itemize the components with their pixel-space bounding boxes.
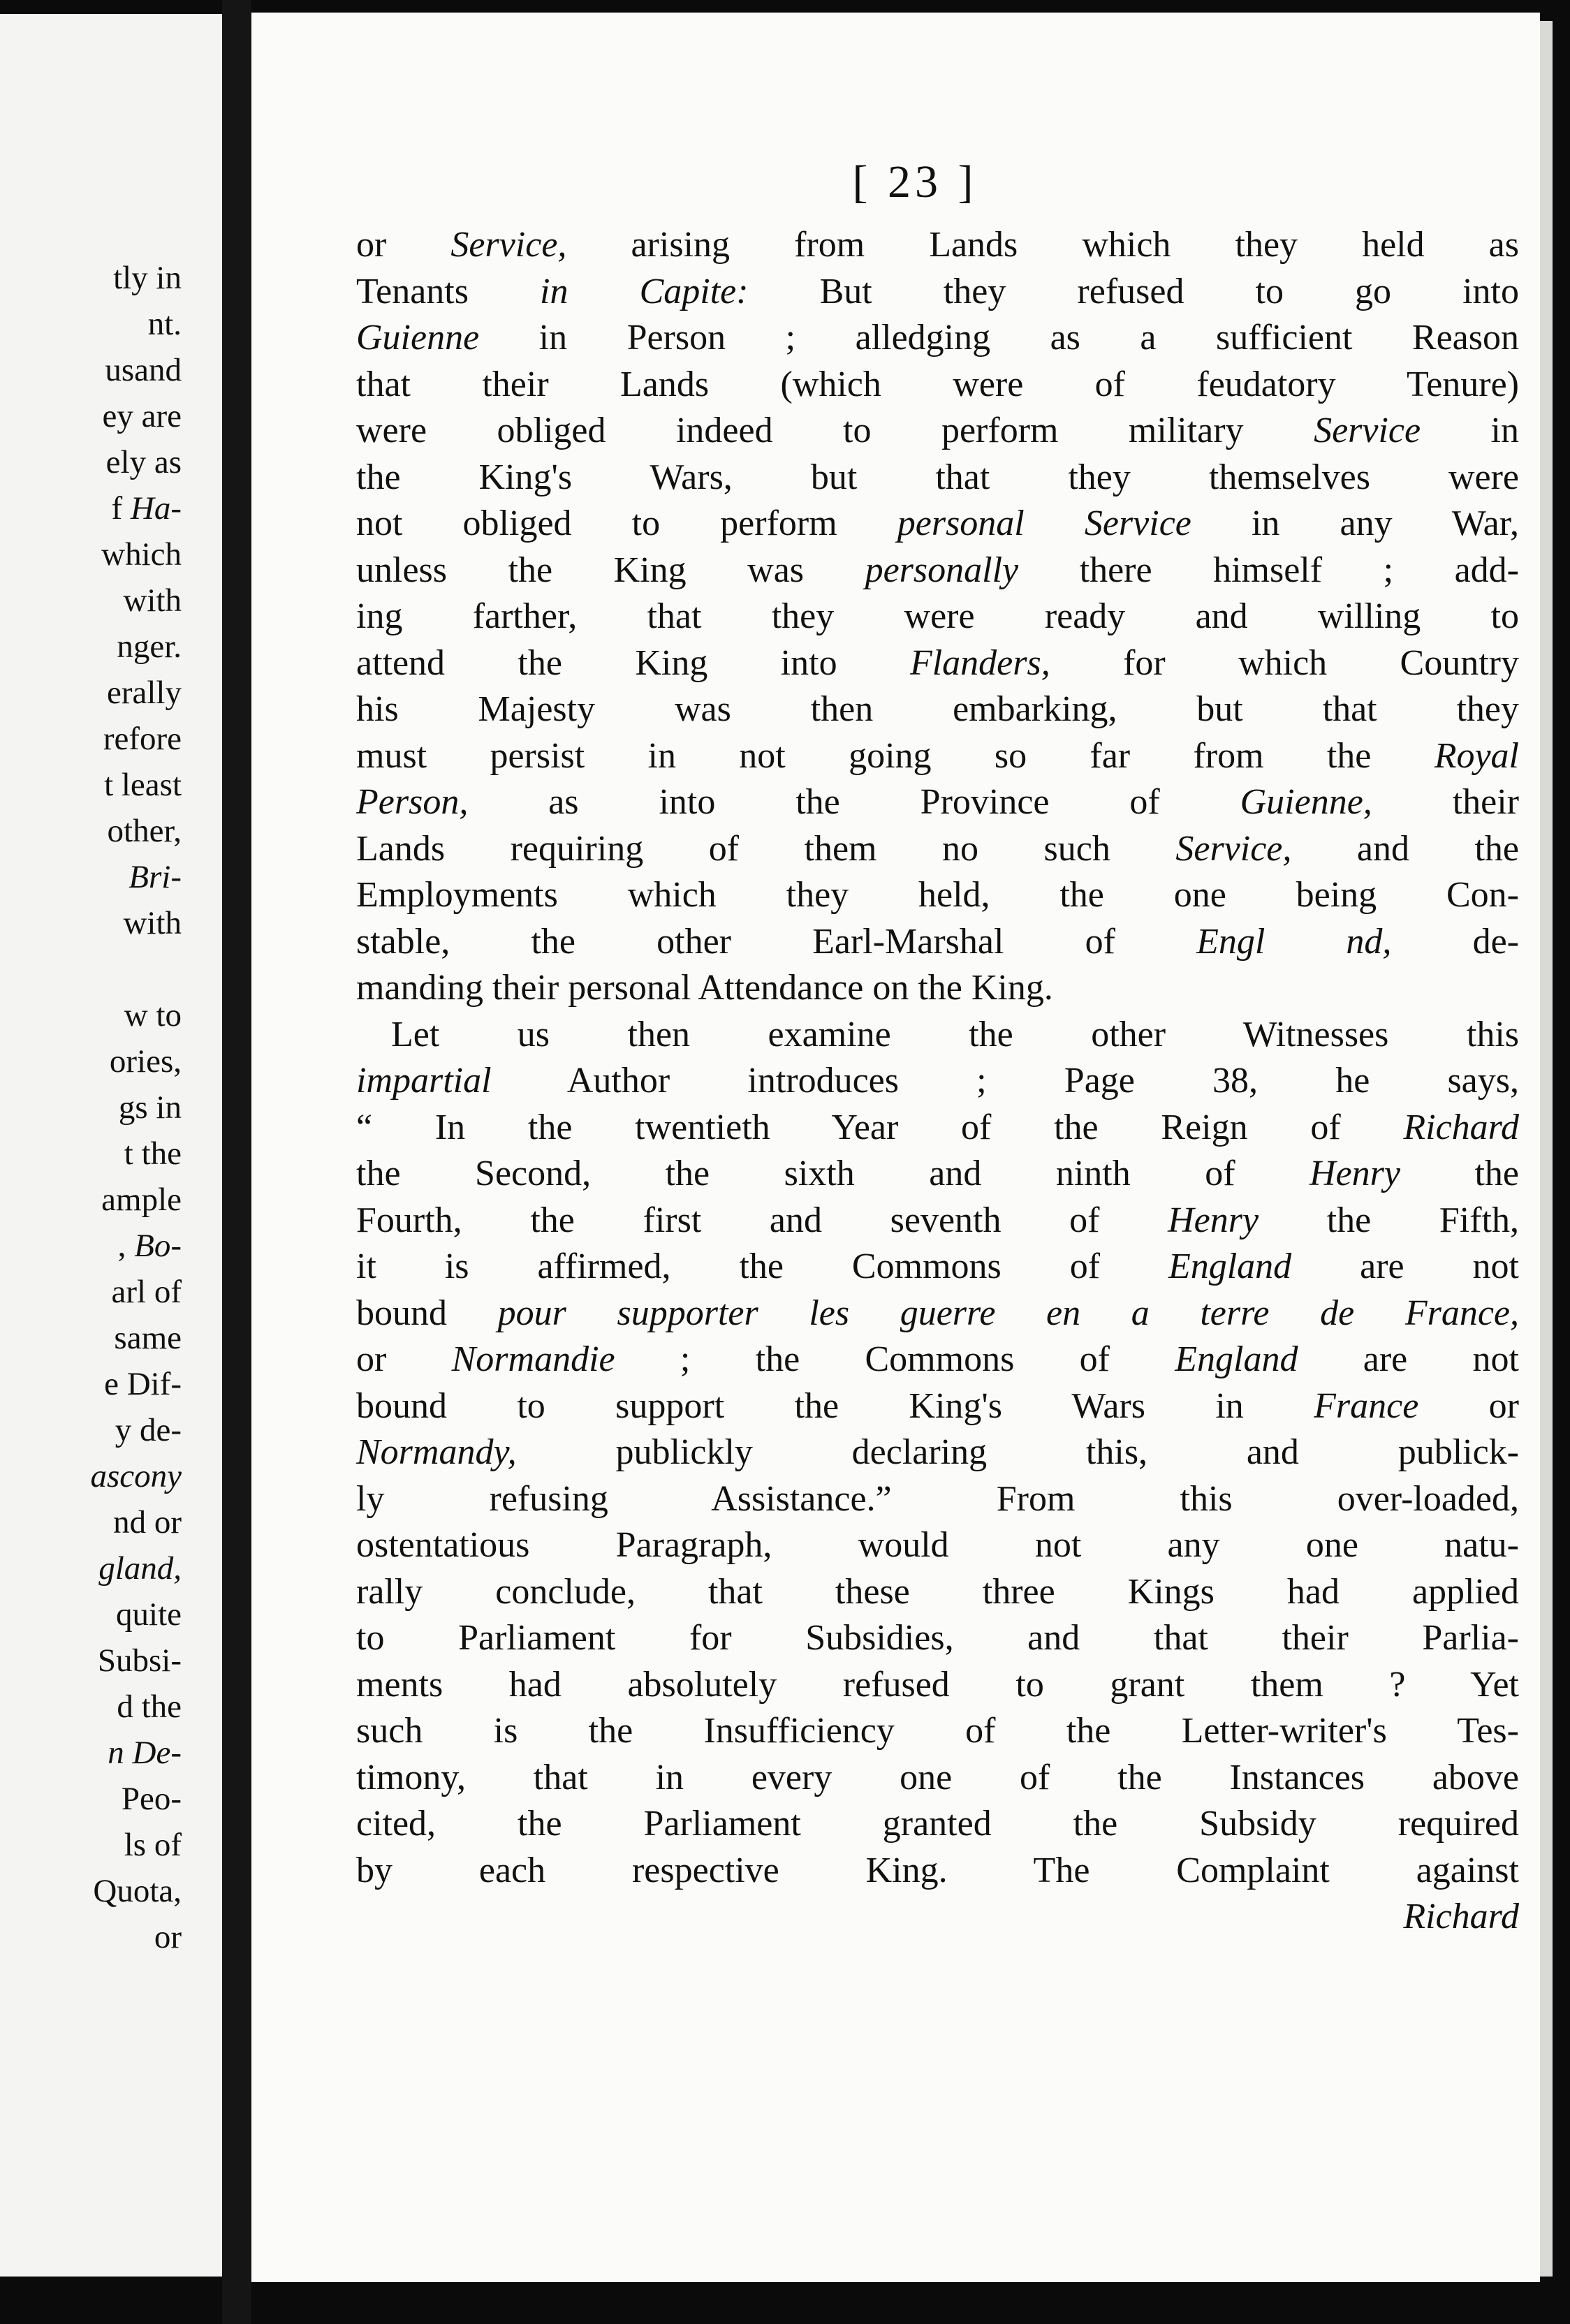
text-segment: e Dif- <box>104 1366 182 1402</box>
text-line <box>356 501 1519 547</box>
text-line <box>356 1012 1519 1059</box>
text-line <box>356 1476 1519 1523</box>
text-segment: as into the Province of <box>468 782 1240 822</box>
text-segment: Let us then examine the other Witnesses this <box>391 1014 1519 1054</box>
text-segment: erally <box>107 675 182 711</box>
text-segment: ments had absolutely refused to grant them ? Yet <box>356 1664 1519 1705</box>
text-segment: quite <box>116 1596 182 1633</box>
text-segment: ories, <box>109 1043 182 1080</box>
right-page <box>251 13 1540 2282</box>
text-segment: “ In the twentieth Year of the Reign of <box>356 1107 1404 1147</box>
text-line <box>356 1244 1519 1290</box>
text-segment: the <box>1400 1154 1519 1193</box>
text-segment: stable, the other Earl-Marshal of <box>356 921 1197 962</box>
italic-text: impartial <box>356 1061 492 1101</box>
text-segment: or <box>1418 1385 1519 1426</box>
italic-text: Guienne, <box>1240 782 1372 822</box>
text-segment: the Fifth, <box>1259 1200 1519 1240</box>
italic-text: Service, <box>1175 828 1292 869</box>
text-segment: t the <box>124 1135 182 1172</box>
text-line <box>356 640 1519 687</box>
text-segment: unless the King was <box>356 550 865 590</box>
text-segment: manding their personal Attendance on the King. <box>356 968 1053 1008</box>
left-text-line <box>90 624 182 670</box>
italic-text: n De- <box>108 1735 182 1771</box>
text-segment: bound to support the King's Wars in <box>356 1385 1314 1426</box>
text-line <box>356 965 1519 1012</box>
text-segment: and the <box>1291 828 1520 869</box>
text-segment: Employments which they held, the one being Con- <box>356 875 1519 915</box>
text-line <box>356 1615 1519 1662</box>
left-text-line <box>90 578 182 624</box>
text-line <box>356 1151 1519 1198</box>
text-segment: Fourth, the first and seventh of <box>356 1200 1168 1240</box>
text-segment: f <box>111 490 131 527</box>
text-segment: w to <box>124 997 182 1034</box>
italic-text: Henry <box>1309 1154 1400 1193</box>
left-text-line <box>90 1131 182 1177</box>
text-line <box>356 733 1519 780</box>
left-text-line <box>90 485 182 531</box>
text-segment: gs in <box>118 1089 182 1126</box>
text-segment: the Second, the sixth and ninth of <box>356 1154 1310 1193</box>
italic-text: gland, <box>98 1550 182 1587</box>
italic-text: personally <box>865 550 1019 590</box>
book-gutter <box>222 0 251 2324</box>
text-segment: in <box>1421 411 1520 450</box>
text-segment: by each respective King. The Complaint against <box>356 1850 1519 1890</box>
text-segment: in any War, <box>1191 503 1519 543</box>
left-text-line <box>90 1822 182 1868</box>
text-segment: nd or <box>113 1504 182 1540</box>
italic-text: Guienne <box>356 318 480 358</box>
text-line <box>356 872 1519 919</box>
left-text-line <box>90 1223 182 1269</box>
text-segment: ing farther, that they were ready and willing to <box>356 596 1519 636</box>
text-segment: with <box>123 582 182 619</box>
text-segment: such is the Insufficiency of the Letter-writer's Tes- <box>356 1711 1519 1751</box>
text-segment: tly in <box>113 260 182 296</box>
text-line <box>356 594 1519 640</box>
italic-text: Engl nd, <box>1196 921 1392 962</box>
italic-text: Richard <box>1403 1107 1519 1147</box>
text-segment: or <box>356 225 451 265</box>
italic-text: Bri- <box>129 859 182 895</box>
italic-text: ascony <box>90 1458 182 1494</box>
left-text-line <box>90 1914 182 1960</box>
left-text-line <box>90 900 182 946</box>
page-edge <box>1540 21 1553 2277</box>
text-segment: are not <box>1298 1339 1519 1379</box>
left-text-line <box>90 1868 182 1914</box>
italic-text: in Capite: <box>540 271 749 311</box>
left-text-line <box>90 1407 182 1453</box>
text-segment: timony, that in every one of the Instances above <box>356 1757 1519 1797</box>
text-line <box>356 919 1519 966</box>
left-text-line <box>90 670 182 716</box>
text-segment: with <box>123 905 182 941</box>
text-segment: in Person ; alledging as a sufficient Reason <box>479 318 1519 358</box>
left-text-line <box>90 1038 182 1084</box>
text-segment: nt. <box>147 306 182 342</box>
text-segment: rally conclude, that these three Kings had applied <box>356 1571 1519 1612</box>
text-line <box>356 1569 1519 1616</box>
italic-text: Person, <box>356 782 469 822</box>
text-segment: usand <box>105 352 182 388</box>
text-segment: or <box>154 1919 182 1955</box>
text-segment: Quota, <box>93 1873 182 1909</box>
text-line <box>356 547 1519 594</box>
text-segment: it is affirmed, the Commons of <box>356 1246 1168 1286</box>
text-segment: ely as <box>105 444 182 480</box>
left-text-line <box>90 854 182 900</box>
italic-text: Service <box>1314 411 1421 450</box>
left-text-line <box>90 439 182 485</box>
text-line <box>356 1708 1519 1755</box>
left-text-line <box>90 1591 182 1638</box>
italic-text: Normandie <box>451 1339 615 1379</box>
italic-text: personal Service <box>897 503 1191 543</box>
italic-text: England <box>1175 1339 1298 1379</box>
text-line <box>356 826 1519 873</box>
text-segment: de- <box>1391 921 1519 962</box>
italic-text: Service, <box>450 225 567 265</box>
left-text-line <box>90 808 182 854</box>
text-segment: bound <box>356 1293 498 1333</box>
text-segment: publickly declaring this, and publick- <box>516 1432 1519 1472</box>
italic-text: Richard <box>1403 1897 1519 1936</box>
text-segment: there himself ; add- <box>1018 550 1519 590</box>
text-line <box>356 269 1519 316</box>
left-text-line <box>90 1638 182 1684</box>
text-segment: ; the Commons of <box>615 1339 1175 1379</box>
text-line <box>356 1662 1519 1709</box>
text-segment: ly refusing Assistance.” From this over-loaded, <box>356 1478 1519 1519</box>
text-segment: , <box>117 1228 135 1264</box>
italic-text: England <box>1168 1246 1292 1286</box>
text-line <box>356 779 1519 826</box>
text-segment: same <box>114 1320 182 1356</box>
text-segment: Tenants <box>356 271 541 311</box>
text-line <box>356 1198 1519 1244</box>
text-line <box>356 1801 1519 1848</box>
text-line <box>356 1337 1519 1383</box>
left-text-line <box>90 1776 182 1822</box>
left-text-line <box>90 716 182 762</box>
text-segment: ostentatious Paragraph, would not any one natu- <box>356 1525 1519 1565</box>
catchword <box>356 1894 1519 1941</box>
text-line <box>356 455 1519 501</box>
text-segment: ls of <box>124 1827 182 1863</box>
left-text-line <box>90 1269 182 1315</box>
text-line <box>356 686 1519 733</box>
text-line <box>356 1290 1519 1337</box>
text-segment: to Parliament for Subsidies, and that their Parlia- <box>356 1618 1519 1658</box>
left-text-line <box>90 992 182 1038</box>
text-segment: his Majesty was then embarking, but that they <box>356 689 1519 729</box>
text-line <box>356 1755 1519 1802</box>
left-text-line <box>90 1684 182 1730</box>
text-segment: or <box>356 1339 452 1379</box>
text-segment: not obliged to perform <box>356 503 897 543</box>
text-segment: arl of <box>111 1274 182 1310</box>
italic-text: pour supporter les guerre en a terre de France, <box>497 1293 1519 1333</box>
text-line <box>356 1058 1519 1105</box>
left-page <box>0 14 222 2277</box>
left-text-line <box>90 393 182 439</box>
text-line <box>356 362 1519 409</box>
left-text-line <box>90 301 182 347</box>
left-text-line <box>90 1084 182 1131</box>
left-text-line <box>90 1545 182 1591</box>
italic-text: Ha- <box>130 490 182 527</box>
text-segment: arising from Lands which they held as <box>566 225 1519 265</box>
italic-text: Bo- <box>134 1228 182 1264</box>
text-segment: ey are <box>102 398 182 434</box>
left-text-line <box>90 255 182 301</box>
text-segment: Subsi- <box>97 1642 182 1679</box>
text-segment: d the <box>117 1689 182 1725</box>
text-segment: y de- <box>115 1412 182 1448</box>
left-text-line <box>90 1315 182 1361</box>
text-segment: Peo- <box>121 1781 182 1817</box>
text-segment: ample <box>101 1182 182 1218</box>
text-line <box>356 1848 1519 1895</box>
text-line <box>356 1429 1519 1476</box>
left-text-line <box>90 1453 182 1499</box>
text-segment: But they refused to go into <box>748 271 1519 311</box>
italic-text: Flanders, <box>909 642 1050 683</box>
text-segment: were obliged indeed to perform military <box>356 411 1314 450</box>
left-text-line <box>90 946 182 992</box>
text-segment: which <box>101 536 182 573</box>
text-segment: t least <box>104 767 182 803</box>
text-segment: for which Country <box>1050 642 1519 683</box>
text-segment: Author introduces ; Page 38, he says, <box>491 1061 1519 1101</box>
italic-text: Normandy, <box>356 1432 517 1472</box>
text-segment: that their Lands (which were of feudatory Tenure) <box>356 364 1519 404</box>
text-segment: their <box>1372 782 1519 822</box>
text-segment: nger. <box>117 628 182 665</box>
text-segment: must persist in not going so far from the <box>356 735 1435 776</box>
text-line <box>356 1522 1519 1569</box>
italic-text: France <box>1314 1385 1419 1426</box>
text-segment: attend the King into <box>356 642 910 683</box>
text-segment: Lands requiring of them no such <box>356 828 1176 869</box>
left-text-line <box>90 1177 182 1223</box>
text-line <box>356 408 1519 455</box>
page-number: [ 23 ] <box>852 156 978 207</box>
text-line <box>356 1383 1519 1430</box>
text-segment: cited, the Parliament granted the Subsidy required <box>356 1804 1519 1844</box>
italic-text: Royal <box>1434 735 1519 776</box>
text-line <box>356 1105 1519 1152</box>
left-text-line <box>90 1361 182 1407</box>
text-segment: refore <box>103 721 182 757</box>
text-segment: the King's Wars, but that they themselves were <box>356 457 1519 497</box>
italic-text: Henry <box>1168 1200 1259 1240</box>
body-text <box>356 222 1519 1941</box>
text-segment: are not <box>1291 1246 1519 1286</box>
text-line <box>356 222 1519 269</box>
left-text-line <box>90 1499 182 1545</box>
left-text-line <box>90 347 182 393</box>
left-text-line <box>90 762 182 808</box>
left-text-line <box>90 531 182 578</box>
text-segment: other, <box>107 813 182 849</box>
left-text-line <box>90 1730 182 1776</box>
left-page-text <box>90 255 182 1960</box>
text-line <box>356 315 1519 362</box>
